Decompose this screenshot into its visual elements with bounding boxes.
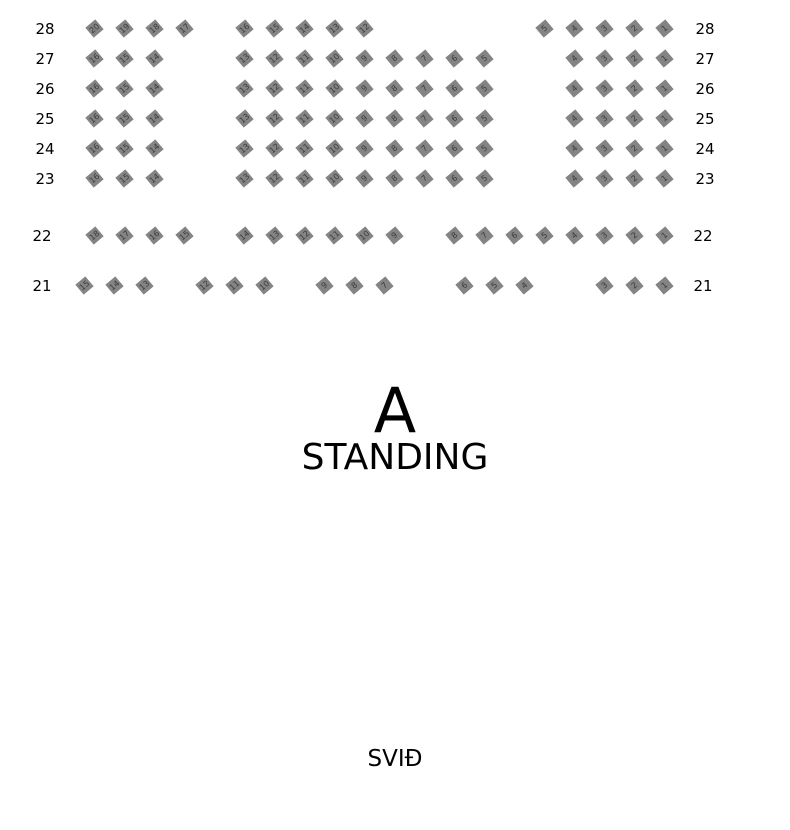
seat[interactable]: 1 — [655, 79, 673, 97]
row-label-right: 23 — [695, 170, 715, 188]
seat[interactable]: 11 — [295, 139, 313, 157]
seat[interactable]: 3 — [595, 49, 613, 67]
seat[interactable]: 2 — [625, 109, 643, 127]
seat[interactable]: 16 — [85, 139, 103, 157]
seat[interactable]: 14 — [145, 169, 163, 187]
seat[interactable]: 15 — [115, 169, 133, 187]
seat[interactable]: 8 — [385, 139, 403, 157]
row-label-right: 22 — [693, 227, 713, 245]
seat[interactable]: 11 — [295, 109, 313, 127]
section-type-label: STANDING — [301, 437, 489, 478]
seat[interactable]: 9 — [385, 226, 403, 244]
seat[interactable]: 3 — [595, 139, 613, 157]
seat[interactable]: 8 — [385, 169, 403, 187]
row-label-left: 23 — [35, 170, 55, 188]
seat[interactable]: 5 — [535, 226, 553, 244]
seat[interactable]: 11 — [295, 169, 313, 187]
seat[interactable]: 13 — [235, 79, 253, 97]
seat[interactable]: 16 — [85, 49, 103, 67]
seat[interactable]: 1 — [655, 276, 673, 294]
seat[interactable]: 12 — [265, 109, 283, 127]
row-label-right: 21 — [693, 277, 713, 295]
seat[interactable]: 6 — [445, 49, 463, 67]
seat[interactable]: 5 — [475, 109, 493, 127]
seat[interactable]: 15 — [175, 226, 193, 244]
seat[interactable]: 10 — [325, 169, 343, 187]
seat[interactable]: 13 — [235, 169, 253, 187]
seat[interactable]: 7 — [475, 226, 493, 244]
seat[interactable]: 9 — [315, 276, 333, 294]
seat[interactable]: 15 — [265, 19, 283, 37]
seat[interactable]: 17 — [115, 226, 133, 244]
seat[interactable]: 3 — [595, 19, 613, 37]
seat[interactable]: 9 — [355, 139, 373, 157]
row-label-left: 24 — [35, 140, 55, 158]
seat[interactable]: 3 — [595, 226, 613, 244]
stage-label: SVIĐ — [367, 746, 423, 772]
seat[interactable]: 11 — [225, 276, 243, 294]
seat[interactable]: 7 — [415, 79, 433, 97]
seat[interactable]: 9 — [355, 109, 373, 127]
seat[interactable]: 13 — [235, 49, 253, 67]
seat[interactable]: 14 — [145, 139, 163, 157]
seat[interactable]: 12 — [265, 139, 283, 157]
row-label-right: 28 — [695, 20, 715, 38]
row-label-right: 25 — [695, 110, 715, 128]
row-label-left: 21 — [32, 277, 52, 295]
seat[interactable]: 2 — [625, 79, 643, 97]
seat[interactable]: 16 — [85, 169, 103, 187]
seat[interactable]: 10 — [325, 139, 343, 157]
seat[interactable]: 7 — [375, 276, 393, 294]
seat[interactable]: 10 — [325, 49, 343, 67]
seat[interactable]: 6 — [455, 276, 473, 294]
seat[interactable]: 4 — [565, 79, 583, 97]
seat[interactable]: 7 — [415, 49, 433, 67]
seat[interactable]: 1 — [655, 169, 673, 187]
seat[interactable]: 6 — [445, 169, 463, 187]
seat[interactable]: 4 — [565, 226, 583, 244]
seat[interactable]: 5 — [485, 276, 503, 294]
seat[interactable]: 7 — [415, 169, 433, 187]
seat[interactable]: 14 — [105, 276, 123, 294]
seat[interactable]: 14 — [295, 19, 313, 37]
row-label-left: 28 — [35, 20, 55, 38]
seat[interactable]: 6 — [445, 139, 463, 157]
seat[interactable]: 13 — [265, 226, 283, 244]
seat[interactable]: 1 — [655, 226, 673, 244]
seat[interactable]: 8 — [445, 226, 463, 244]
seat[interactable]: 1 — [655, 109, 673, 127]
seat[interactable]: 8 — [385, 49, 403, 67]
row-label-left: 25 — [35, 110, 55, 128]
seat[interactable]: 13 — [325, 19, 343, 37]
seat[interactable]: 13 — [135, 276, 153, 294]
seat[interactable]: 5 — [475, 79, 493, 97]
seat[interactable]: 4 — [565, 169, 583, 187]
seat[interactable]: 2 — [625, 226, 643, 244]
seat[interactable]: 4 — [565, 109, 583, 127]
seat[interactable]: 12 — [265, 169, 283, 187]
seat[interactable]: 20 — [85, 19, 103, 37]
section-name: A — [373, 374, 417, 447]
row-label-left: 27 — [35, 50, 55, 68]
seat[interactable]: 15 — [115, 79, 133, 97]
seat[interactable]: 12 — [265, 49, 283, 67]
seat[interactable]: 2 — [625, 49, 643, 67]
row-label-left: 22 — [32, 227, 52, 245]
seat[interactable]: 9 — [355, 79, 373, 97]
row-label-right: 27 — [695, 50, 715, 68]
row-label-right: 24 — [695, 140, 715, 158]
seat[interactable]: 13 — [235, 139, 253, 157]
seat[interactable]: 12 — [355, 19, 373, 37]
seat[interactable]: 14 — [145, 109, 163, 127]
seat[interactable]: 16 — [85, 79, 103, 97]
seat[interactable]: 11 — [295, 79, 313, 97]
seat[interactable]: 6 — [505, 226, 523, 244]
seat[interactable]: 3 — [595, 79, 613, 97]
seat[interactable]: 6 — [445, 109, 463, 127]
seat[interactable]: 15 — [75, 276, 93, 294]
seat[interactable]: 2 — [625, 169, 643, 187]
row-label-left: 26 — [35, 80, 55, 98]
seat[interactable]: 15 — [115, 49, 133, 67]
seat[interactable]: 1 — [655, 19, 673, 37]
seat[interactable]: 8 — [385, 109, 403, 127]
seat[interactable]: 8 — [385, 79, 403, 97]
seat[interactable]: 9 — [355, 169, 373, 187]
seat[interactable]: 2 — [625, 276, 643, 294]
seat[interactable]: 18 — [85, 226, 103, 244]
seat[interactable]: 2 — [625, 139, 643, 157]
seat[interactable]: 9 — [355, 49, 373, 67]
seat[interactable]: 14 — [235, 226, 253, 244]
seat[interactable]: 2 — [625, 19, 643, 37]
seat[interactable]: 10 — [355, 226, 373, 244]
seat[interactable]: 12 — [265, 79, 283, 97]
seat[interactable]: 4 — [565, 49, 583, 67]
seat[interactable]: 16 — [235, 19, 253, 37]
seat[interactable]: 18 — [145, 19, 163, 37]
seat[interactable]: 4 — [565, 19, 583, 37]
seat[interactable]: 10 — [255, 276, 273, 294]
seat[interactable]: 5 — [475, 169, 493, 187]
seat[interactable]: 12 — [295, 226, 313, 244]
row-label-right: 26 — [695, 80, 715, 98]
seat[interactable]: 19 — [115, 19, 133, 37]
seat[interactable]: 16 — [85, 109, 103, 127]
seat[interactable]: 8 — [345, 276, 363, 294]
seat[interactable]: 6 — [445, 79, 463, 97]
seat[interactable]: 1 — [655, 139, 673, 157]
seat[interactable]: 11 — [295, 49, 313, 67]
seat[interactable]: 3 — [595, 169, 613, 187]
seat[interactable]: 10 — [325, 79, 343, 97]
seat[interactable]: 17 — [175, 19, 193, 37]
seat[interactable]: 3 — [595, 276, 613, 294]
seat[interactable]: 10 — [325, 109, 343, 127]
seat[interactable]: 7 — [415, 109, 433, 127]
seat[interactable]: 3 — [595, 109, 613, 127]
seat[interactable]: 5 — [475, 139, 493, 157]
seat[interactable]: 13 — [235, 109, 253, 127]
seat[interactable]: 11 — [325, 226, 343, 244]
seat[interactable]: 5 — [535, 19, 553, 37]
seat[interactable]: 5 — [475, 49, 493, 67]
seat[interactable]: 12 — [195, 276, 213, 294]
seat[interactable]: 4 — [515, 276, 533, 294]
seat[interactable]: 14 — [145, 79, 163, 97]
seat[interactable]: 1 — [655, 49, 673, 67]
seat[interactable]: 15 — [115, 139, 133, 157]
seat[interactable]: 16 — [145, 226, 163, 244]
seat[interactable]: 15 — [115, 109, 133, 127]
seat[interactable]: 7 — [415, 139, 433, 157]
seat[interactable]: 4 — [565, 139, 583, 157]
seat[interactable]: 14 — [145, 49, 163, 67]
